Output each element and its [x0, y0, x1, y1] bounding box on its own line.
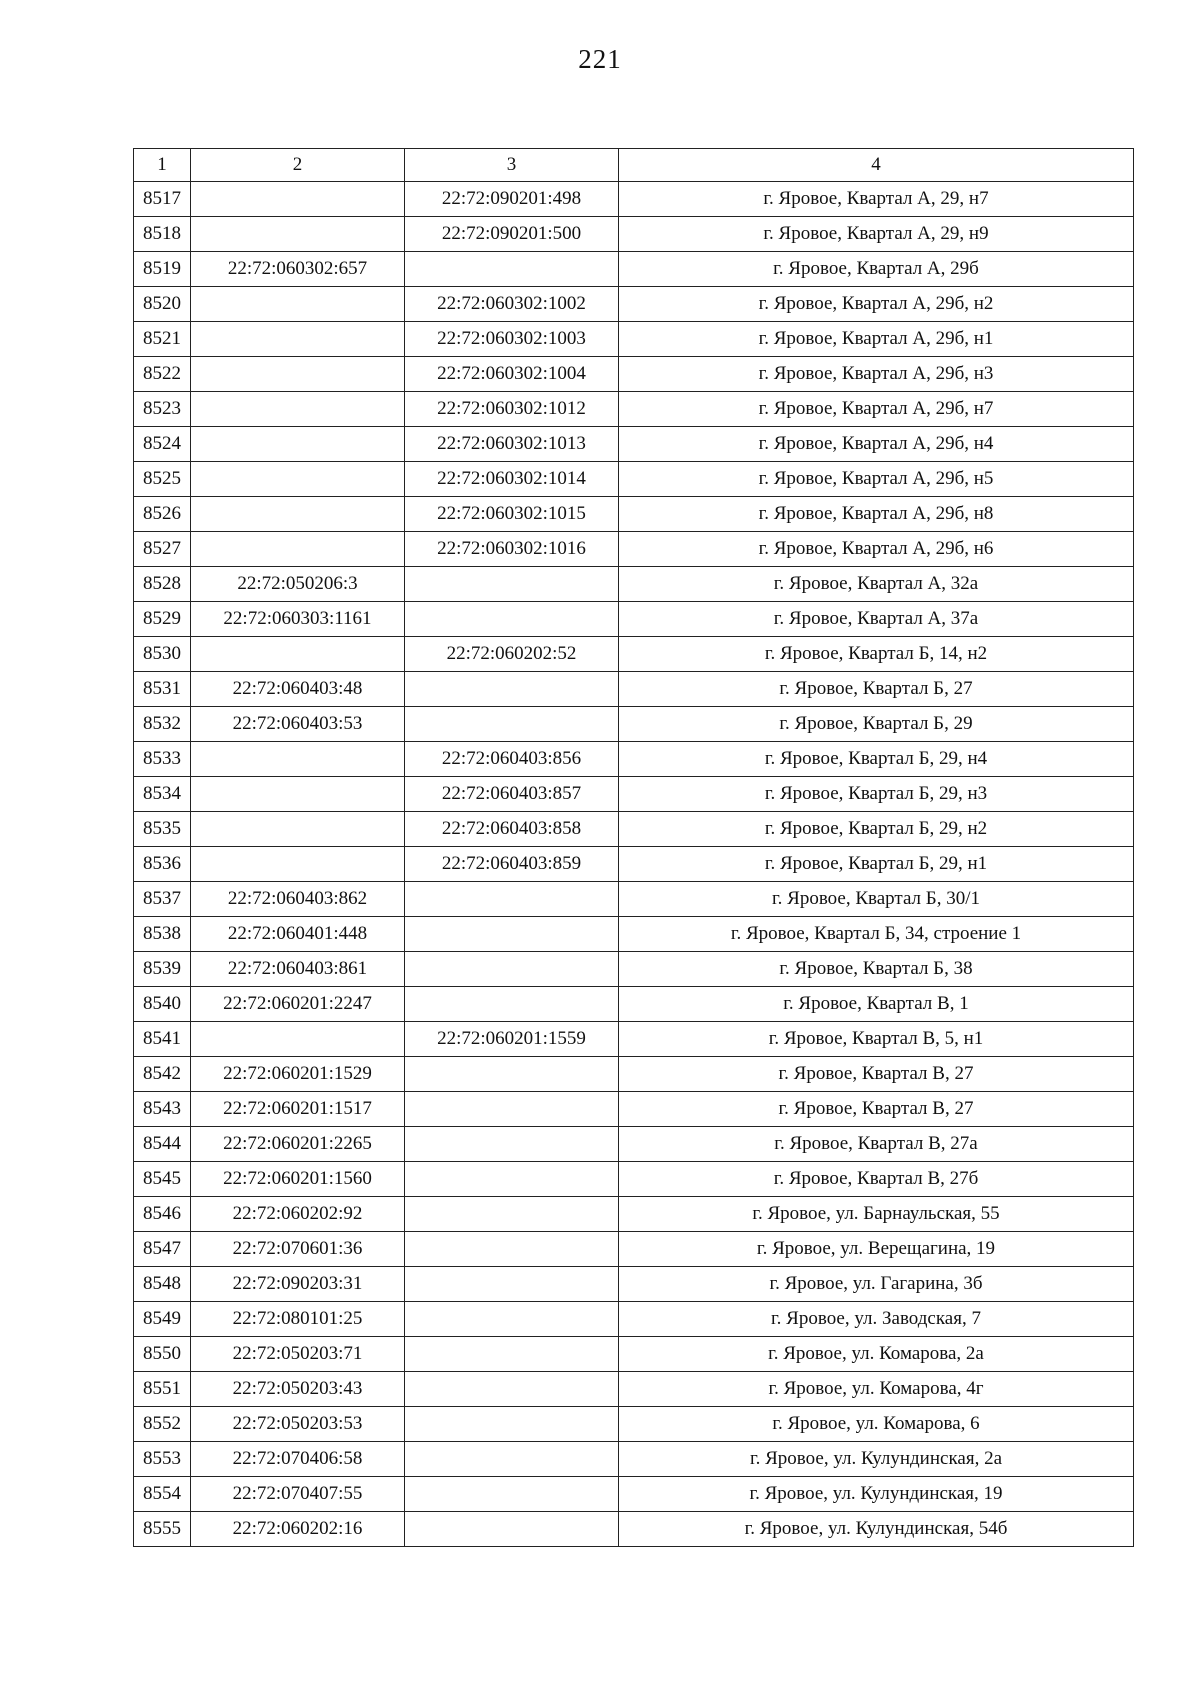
- room-cadastral-number-cell: 22:72:060403:858: [405, 812, 619, 847]
- row-number-cell: 8545: [134, 1162, 191, 1197]
- room-cadastral-number-cell: 22:72:060201:1559: [405, 1022, 619, 1057]
- address-cell: г. Яровое, Квартал В, 5, н1: [619, 1022, 1134, 1057]
- table-row: [134, 882, 1134, 917]
- table-row: [134, 462, 1134, 497]
- room-cadastral-number-cell: 22:72:060302:1013: [405, 427, 619, 462]
- address-cell: г. Яровое, Квартал А, 29б, н5: [619, 462, 1134, 497]
- cadastral-number-cell: [191, 427, 405, 462]
- row-number-cell: 8518: [134, 217, 191, 252]
- table-row: [134, 917, 1134, 952]
- room-cadastral-number-cell: [405, 1302, 619, 1337]
- address-cell: г. Яровое, Квартал А, 37а: [619, 602, 1134, 637]
- row-number-cell: 8522: [134, 357, 191, 392]
- cadastral-number-cell: 22:72:070406:58: [191, 1442, 405, 1477]
- room-cadastral-number-cell: 22:72:090201:498: [405, 182, 619, 217]
- room-cadastral-number-cell: 22:72:060403:856: [405, 742, 619, 777]
- row-number-cell: 8537: [134, 882, 191, 917]
- table-row: [134, 987, 1134, 1022]
- room-cadastral-number-cell: [405, 1407, 619, 1442]
- address-cell: г. Яровое, Квартал Б, 29, н4: [619, 742, 1134, 777]
- table-row: [134, 777, 1134, 812]
- room-cadastral-number-cell: [405, 1337, 619, 1372]
- table-row: [134, 217, 1134, 252]
- room-cadastral-number-cell: [405, 252, 619, 287]
- room-cadastral-number-cell: 22:72:060302:1012: [405, 392, 619, 427]
- cadastral-number-cell: 22:72:060202:16: [191, 1512, 405, 1547]
- room-cadastral-number-cell: [405, 917, 619, 952]
- row-number-cell: 8527: [134, 532, 191, 567]
- cadastral-number-cell: [191, 532, 405, 567]
- row-number-cell: 8541: [134, 1022, 191, 1057]
- address-cell: г. Яровое, Квартал Б, 29, н1: [619, 847, 1134, 882]
- room-cadastral-number-cell: 22:72:060302:1004: [405, 357, 619, 392]
- room-cadastral-number-cell: 22:72:060302:1002: [405, 287, 619, 322]
- cadastral-number-cell: [191, 182, 405, 217]
- address-cell: г. Яровое, Квартал Б, 29, н3: [619, 777, 1134, 812]
- address-cell: г. Яровое, ул. Верещагина, 19: [619, 1232, 1134, 1267]
- table-row: [134, 1372, 1134, 1407]
- cadastral-number-cell: [191, 462, 405, 497]
- row-number-cell: 8536: [134, 847, 191, 882]
- row-number-cell: 8517: [134, 182, 191, 217]
- address-cell: г. Яровое, Квартал Б, 27: [619, 672, 1134, 707]
- cadastral-number-cell: [191, 217, 405, 252]
- room-cadastral-number-cell: 22:72:090201:500: [405, 217, 619, 252]
- address-cell: г. Яровое, ул. Кулундинская, 2а: [619, 1442, 1134, 1477]
- cadastral-number-cell: [191, 1022, 405, 1057]
- cadastral-number-cell: 22:72:060403:48: [191, 672, 405, 707]
- table-row: [134, 672, 1134, 707]
- row-number-cell: 8535: [134, 812, 191, 847]
- header-row: [134, 149, 1134, 182]
- row-number-cell: 8546: [134, 1197, 191, 1232]
- cadastral-number-cell: [191, 847, 405, 882]
- row-number-cell: 8540: [134, 987, 191, 1022]
- address-cell: г. Яровое, Квартал Б, 14, н2: [619, 637, 1134, 672]
- address-cell: г. Яровое, ул. Кулундинская, 19: [619, 1477, 1134, 1512]
- room-cadastral-number-cell: [405, 1197, 619, 1232]
- address-cell: г. Яровое, Квартал Б, 29, н2: [619, 812, 1134, 847]
- table-row: [134, 847, 1134, 882]
- room-cadastral-number-cell: [405, 707, 619, 742]
- table-row: [134, 392, 1134, 427]
- row-number-cell: 8542: [134, 1057, 191, 1092]
- table-row: [134, 322, 1134, 357]
- address-cell: г. Яровое, Квартал В, 27: [619, 1057, 1134, 1092]
- table-row: [134, 1442, 1134, 1477]
- header-col-3: 3: [405, 149, 619, 182]
- address-cell: г. Яровое, ул. Комарова, 4г: [619, 1372, 1134, 1407]
- row-number-cell: 8523: [134, 392, 191, 427]
- address-cell: г. Яровое, Квартал Б, 29: [619, 707, 1134, 742]
- room-cadastral-number-cell: 22:72:060302:1016: [405, 532, 619, 567]
- cadastral-number-cell: 22:72:070601:36: [191, 1232, 405, 1267]
- cadastral-number-cell: 22:72:060201:2265: [191, 1127, 405, 1162]
- row-number-cell: 8529: [134, 602, 191, 637]
- cadastral-number-cell: [191, 742, 405, 777]
- address-cell: г. Яровое, Квартал Б, 30/1: [619, 882, 1134, 917]
- address-cell: г. Яровое, Квартал В, 27б: [619, 1162, 1134, 1197]
- row-number-cell: 8539: [134, 952, 191, 987]
- row-number-cell: 8551: [134, 1372, 191, 1407]
- row-number-cell: 8521: [134, 322, 191, 357]
- table-row: [134, 1092, 1134, 1127]
- room-cadastral-number-cell: 22:72:060302:1015: [405, 497, 619, 532]
- cadastral-number-cell: [191, 777, 405, 812]
- table-row: [134, 567, 1134, 602]
- table-row: [134, 1512, 1134, 1547]
- row-number-cell: 8548: [134, 1267, 191, 1302]
- table-row: [134, 1337, 1134, 1372]
- room-cadastral-number-cell: 22:72:060202:52: [405, 637, 619, 672]
- page-number: 221: [578, 44, 622, 74]
- address-cell: г. Яровое, ул. Комарова, 6: [619, 1407, 1134, 1442]
- cadastral-number-cell: [191, 637, 405, 672]
- room-cadastral-number-cell: [405, 1477, 619, 1512]
- table-row: [134, 1407, 1134, 1442]
- table-row: [134, 1022, 1134, 1057]
- cadastral-number-cell: 22:72:060302:657: [191, 252, 405, 287]
- room-cadastral-number-cell: [405, 567, 619, 602]
- room-cadastral-number-cell: [405, 882, 619, 917]
- table-header: [134, 149, 1134, 182]
- cadastral-number-cell: 22:72:060202:92: [191, 1197, 405, 1232]
- address-cell: г. Яровое, Квартал В, 27а: [619, 1127, 1134, 1162]
- room-cadastral-number-cell: [405, 1267, 619, 1302]
- address-cell: г. Яровое, Квартал В, 1: [619, 987, 1134, 1022]
- cadastral-number-cell: 22:72:090203:31: [191, 1267, 405, 1302]
- address-cell: г. Яровое, Квартал А, 29б, н2: [619, 287, 1134, 322]
- cadastral-number-cell: 22:72:060201:1529: [191, 1057, 405, 1092]
- table-row: [134, 602, 1134, 637]
- address-cell: г. Яровое, Квартал А, 29, н7: [619, 182, 1134, 217]
- row-number-cell: 8534: [134, 777, 191, 812]
- table-row: [134, 427, 1134, 462]
- room-cadastral-number-cell: [405, 1162, 619, 1197]
- cadastral-number-cell: 22:72:070407:55: [191, 1477, 405, 1512]
- row-number-cell: 8549: [134, 1302, 191, 1337]
- room-cadastral-number-cell: [405, 1232, 619, 1267]
- address-cell: г. Яровое, ул. Гагарина, 3б: [619, 1267, 1134, 1302]
- row-number-cell: 8543: [134, 1092, 191, 1127]
- row-number-cell: 8530: [134, 637, 191, 672]
- table-row: [134, 1302, 1134, 1337]
- room-cadastral-number-cell: 22:72:060302:1003: [405, 322, 619, 357]
- table-row: [134, 182, 1134, 217]
- row-number-cell: 8531: [134, 672, 191, 707]
- table-row: [134, 812, 1134, 847]
- table-row: [134, 497, 1134, 532]
- cadastral-number-cell: 22:72:060403:53: [191, 707, 405, 742]
- cadastral-number-cell: 22:72:060401:448: [191, 917, 405, 952]
- address-cell: г. Яровое, Квартал В, 27: [619, 1092, 1134, 1127]
- address-cell: г. Яровое, Квартал Б, 34, строение 1: [619, 917, 1134, 952]
- header-col-4: 4: [619, 149, 1134, 182]
- cadastral-number-cell: 22:72:060201:1560: [191, 1162, 405, 1197]
- room-cadastral-number-cell: [405, 1127, 619, 1162]
- row-number-cell: 8544: [134, 1127, 191, 1162]
- row-number-cell: 8554: [134, 1477, 191, 1512]
- row-number-cell: 8533: [134, 742, 191, 777]
- table-row: [134, 287, 1134, 322]
- row-number-cell: 8547: [134, 1232, 191, 1267]
- address-cell: г. Яровое, Квартал А, 29б: [619, 252, 1134, 287]
- address-cell: г. Яровое, Квартал А, 29б, н1: [619, 322, 1134, 357]
- address-cell: г. Яровое, Квартал А, 29б, н7: [619, 392, 1134, 427]
- row-number-cell: 8524: [134, 427, 191, 462]
- row-number-cell: 8555: [134, 1512, 191, 1547]
- address-cell: г. Яровое, ул. Комарова, 2а: [619, 1337, 1134, 1372]
- address-cell: г. Яровое, ул. Кулундинская, 54б: [619, 1512, 1134, 1547]
- row-number-cell: 8519: [134, 252, 191, 287]
- cadastral-number-cell: [191, 357, 405, 392]
- cadastral-number-cell: [191, 287, 405, 322]
- room-cadastral-number-cell: [405, 1442, 619, 1477]
- room-cadastral-number-cell: 22:72:060302:1014: [405, 462, 619, 497]
- address-cell: г. Яровое, Квартал А, 29б, н3: [619, 357, 1134, 392]
- header-col-2: 2: [191, 149, 405, 182]
- table-row: [134, 707, 1134, 742]
- row-number-cell: 8552: [134, 1407, 191, 1442]
- cadastral-number-cell: 22:72:060403:861: [191, 952, 405, 987]
- cadastral-number-cell: [191, 322, 405, 357]
- table-row: [134, 252, 1134, 287]
- address-cell: г. Яровое, Квартал А, 29б, н4: [619, 427, 1134, 462]
- cadastral-number-cell: 22:72:050203:71: [191, 1337, 405, 1372]
- address-cell: г. Яровое, Квартал А, 29, н9: [619, 217, 1134, 252]
- row-number-cell: 8532: [134, 707, 191, 742]
- header-col-1: 1: [134, 149, 191, 182]
- room-cadastral-number-cell: 22:72:060403:859: [405, 847, 619, 882]
- table-row: [134, 1197, 1134, 1232]
- table-row: [134, 1057, 1134, 1092]
- cadastral-number-cell: 22:72:080101:25: [191, 1302, 405, 1337]
- table-row: [134, 742, 1134, 777]
- table-row: [134, 1127, 1134, 1162]
- cadastral-number-cell: 22:72:050206:3: [191, 567, 405, 602]
- cadastral-number-cell: 22:72:060201:1517: [191, 1092, 405, 1127]
- cadastral-number-cell: [191, 812, 405, 847]
- cadastral-number-cell: [191, 392, 405, 427]
- room-cadastral-number-cell: [405, 602, 619, 637]
- cadastral-number-cell: 22:72:060303:1161: [191, 602, 405, 637]
- cadastral-number-cell: 22:72:060403:862: [191, 882, 405, 917]
- room-cadastral-number-cell: [405, 1512, 619, 1547]
- room-cadastral-number-cell: [405, 1372, 619, 1407]
- room-cadastral-number-cell: [405, 987, 619, 1022]
- room-cadastral-number-cell: [405, 1057, 619, 1092]
- row-number-cell: 8538: [134, 917, 191, 952]
- cadastral-number-cell: 22:72:050203:53: [191, 1407, 405, 1442]
- room-cadastral-number-cell: [405, 952, 619, 987]
- row-number-cell: 8528: [134, 567, 191, 602]
- table-row: [134, 1477, 1134, 1512]
- room-cadastral-number-cell: [405, 1092, 619, 1127]
- room-cadastral-number-cell: [405, 672, 619, 707]
- registry-table: [133, 148, 1134, 1547]
- row-number-cell: 8520: [134, 287, 191, 322]
- row-number-cell: 8553: [134, 1442, 191, 1477]
- address-cell: г. Яровое, Квартал А, 29б, н6: [619, 532, 1134, 567]
- cadastral-number-cell: 22:72:050203:43: [191, 1372, 405, 1407]
- row-number-cell: 8550: [134, 1337, 191, 1372]
- table-row: [134, 357, 1134, 392]
- address-cell: г. Яровое, ул. Барнаульская, 55: [619, 1197, 1134, 1232]
- table-row: [134, 532, 1134, 567]
- cadastral-number-cell: [191, 497, 405, 532]
- address-cell: г. Яровое, Квартал А, 32а: [619, 567, 1134, 602]
- row-number-cell: 8525: [134, 462, 191, 497]
- cadastral-number-cell: 22:72:060201:2247: [191, 987, 405, 1022]
- address-cell: г. Яровое, Квартал Б, 38: [619, 952, 1134, 987]
- table-row: [134, 637, 1134, 672]
- table-row: [134, 1162, 1134, 1197]
- address-cell: г. Яровое, Квартал А, 29б, н8: [619, 497, 1134, 532]
- table-row: [134, 1267, 1134, 1302]
- room-cadastral-number-cell: 22:72:060403:857: [405, 777, 619, 812]
- table-row: [134, 952, 1134, 987]
- row-number-cell: 8526: [134, 497, 191, 532]
- table-row: [134, 1232, 1134, 1267]
- table-body: [134, 182, 1134, 1547]
- address-cell: г. Яровое, ул. Заводская, 7: [619, 1302, 1134, 1337]
